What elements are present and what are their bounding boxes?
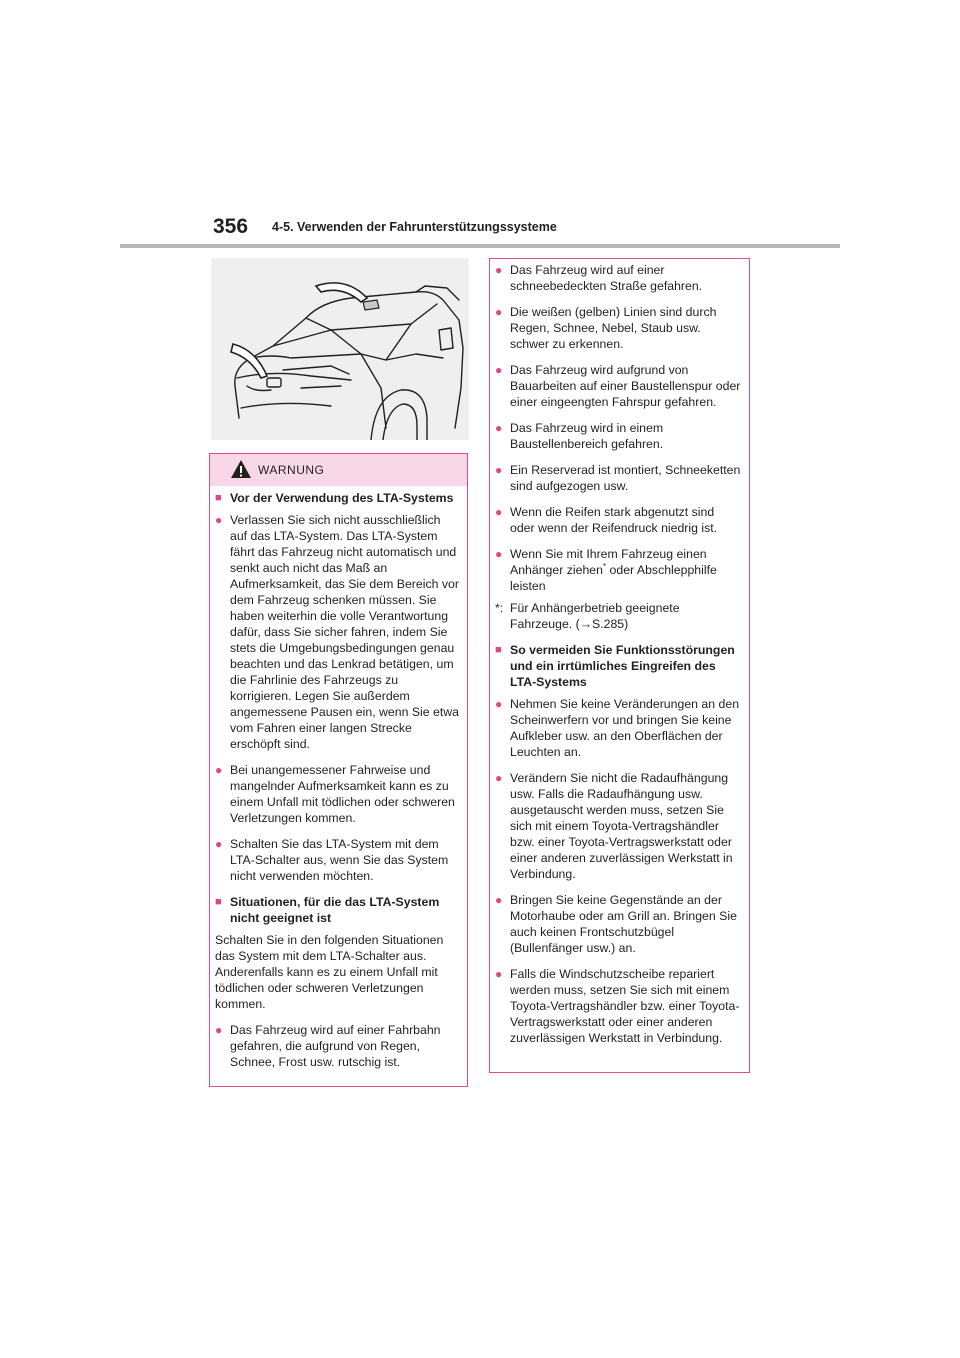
warning-triangle-icon — [230, 459, 252, 484]
list-item: ● Verlassen Sie sich nicht ausschließlich auf das LTA-System. Das LTA-System fährt das Fahrzeug nicht automatisch und senkt auch nicht das Maß an Aufmerksamkeit, das Sie dem Bereich vor dem Fahrzeug schenken müssen. Sie haben weiterhin die volle Verantwortung dafür, dass Sie sicher fahren, indem Sie stets die Umgebungsbedingungen genau beachten und das Lenkrad betätigen, um die Fahrlinie des Fahrzeugs zu korrigieren. Legen Sie außerdem angemessene Pausen ein, wenn Sie etwa vom Fahren einer langen Strecke erschöpft sind. — [215, 513, 460, 751]
list-item: ● Das Fahrzeug wird in einem Baustellenbereich gefahren. — [495, 421, 664, 451]
circle-bullet-icon: ● — [215, 1023, 223, 1037]
square-bullet-icon: ■ — [215, 896, 222, 908]
circle-bullet-icon: ● — [215, 837, 223, 851]
section-heading-text: Situationen, für die das LTA-System nicht geeignet ist — [230, 895, 440, 925]
list-item: ● Bei unangemessener Fahrweise und mangelnder Aufmerksamkeit kann es zu einem Unfall mit tödlichen oder schweren Verletzungen kommen. — [215, 763, 455, 825]
list-item: ● Verändern Sie nicht die Radaufhängung usw. Falls die Radaufhängung usw. ausgetauscht werden muss, setzen Sie sich mit einem Toyota-Vertragshändler bzw. einer Toyota-Vertragswerkstatt oder einer anderen zuverlässigen Werkstatt in Verbindung. — [495, 771, 733, 881]
list-item: ● Das Fahrzeug wird auf einer schneebedeckten Straße gefahren. — [495, 263, 703, 293]
square-bullet-icon: ■ — [495, 644, 502, 656]
footnote-mark: *: — [495, 601, 504, 615]
list-item: ● Schalten Sie das LTA-System mit dem LTA-Schalter aus, wenn Sie das System nicht verwenden möchten. — [215, 837, 449, 883]
list-item-trailer: ● Wenn Sie mit Ihrem Fahrzeug einen Anhänger ziehen* oder Abschlepphilfe leisten — [495, 547, 717, 593]
list-item: ● Wenn die Reifen stark abgenutzt sind oder wenn der Reifendruck niedrig ist. — [495, 505, 718, 535]
square-bullet-icon: ■ — [215, 492, 222, 504]
circle-bullet-icon: ● — [495, 463, 503, 477]
list-item: ● Die weißen (gelben) Linien sind durch Regen, Schnee, Nebel, Staub usw. schwer zu erkennen. — [495, 305, 717, 351]
header-rule — [120, 244, 840, 248]
circle-bullet-icon: ● — [495, 547, 503, 561]
page-number: 356 — [213, 215, 249, 238]
circle-bullet-icon: ● — [495, 363, 503, 377]
section-heading — [495, 642, 741, 690]
warning-box — [209, 453, 468, 1087]
warning-title: WARNUNG — [258, 463, 325, 477]
intro-paragraph: Schalten Sie in den folgenden Situationen das System mit dem LTA-Schalter aus. Anderenfalls kann es zu einem Unfall mit tödlichen oder schweren Verletzungen kommen. — [215, 933, 444, 1011]
car-front-camera-illustration — [211, 258, 469, 440]
list-item: ● Falls die Windschutzscheibe repariert werden muss, setzen Sie sich mit einem Toyota-Vertragshändler bzw. einer Toyota-Vertragswerkstatt oder einer anderen zuverlässigen Werkstatt in Verbindung. — [495, 967, 740, 1045]
section-heading — [215, 894, 459, 926]
warning-body — [210, 486, 467, 1070]
footnote-reference: * — [602, 561, 607, 571]
circle-bullet-icon: ● — [495, 421, 503, 435]
circle-bullet-icon: ● — [215, 513, 223, 527]
circle-bullet-icon: ● — [495, 697, 503, 711]
list-item: ● Ein Reserverad ist montiert, Schneeketten sind aufgezogen usw. — [495, 463, 741, 493]
section-heading-text: Vor der Verwendung des LTA-Systems — [230, 491, 454, 505]
warning-continuation-box — [489, 258, 750, 1073]
circle-bullet-icon: ● — [215, 763, 223, 777]
footnote-text: Für Anhängerbetrieb geeignete Fahrzeuge. (→S.285) — [510, 601, 680, 631]
list-item: ● Das Fahrzeug wird aufgrund von Bauarbeiten auf einer Baustellenspur oder einer eingeengten Fahrspur gefahren. — [495, 363, 741, 409]
list-item: ● Das Fahrzeug wird auf einer Fahrbahn gefahren, die aufgrund von Regen, Schnee, Frost usw. rutschig ist. — [215, 1023, 441, 1069]
section-heading-text: So vermeiden Sie Funktionsstörungen und ein irrtümliches Eingreifen des LTA-Systems — [510, 643, 735, 689]
circle-bullet-icon: ● — [495, 967, 503, 981]
list-item: ● Nehmen Sie keine Veränderungen an den Scheinwerfern vor und bringen Sie keine Aufkleber usw. an den Oberflächen der Leuchten an. — [495, 697, 740, 759]
circle-bullet-icon: ● — [495, 305, 503, 319]
circle-bullet-icon: ● — [495, 505, 503, 519]
circle-bullet-icon: ● — [495, 893, 503, 907]
footnote — [495, 600, 741, 632]
warning-header — [210, 454, 467, 486]
section-heading — [215, 490, 459, 506]
list-item: ● Bringen Sie keine Gegenstände an der Motorhaube oder am Grill an. Bringen Sie auch keinen Frontschutzbügel (Bullenfänger usw.) an. — [495, 893, 737, 955]
circle-bullet-icon: ● — [495, 771, 503, 785]
circle-bullet-icon: ● — [495, 263, 503, 277]
section-title: 4-5. Verwenden der Fahrunterstützungssysteme — [272, 220, 557, 234]
